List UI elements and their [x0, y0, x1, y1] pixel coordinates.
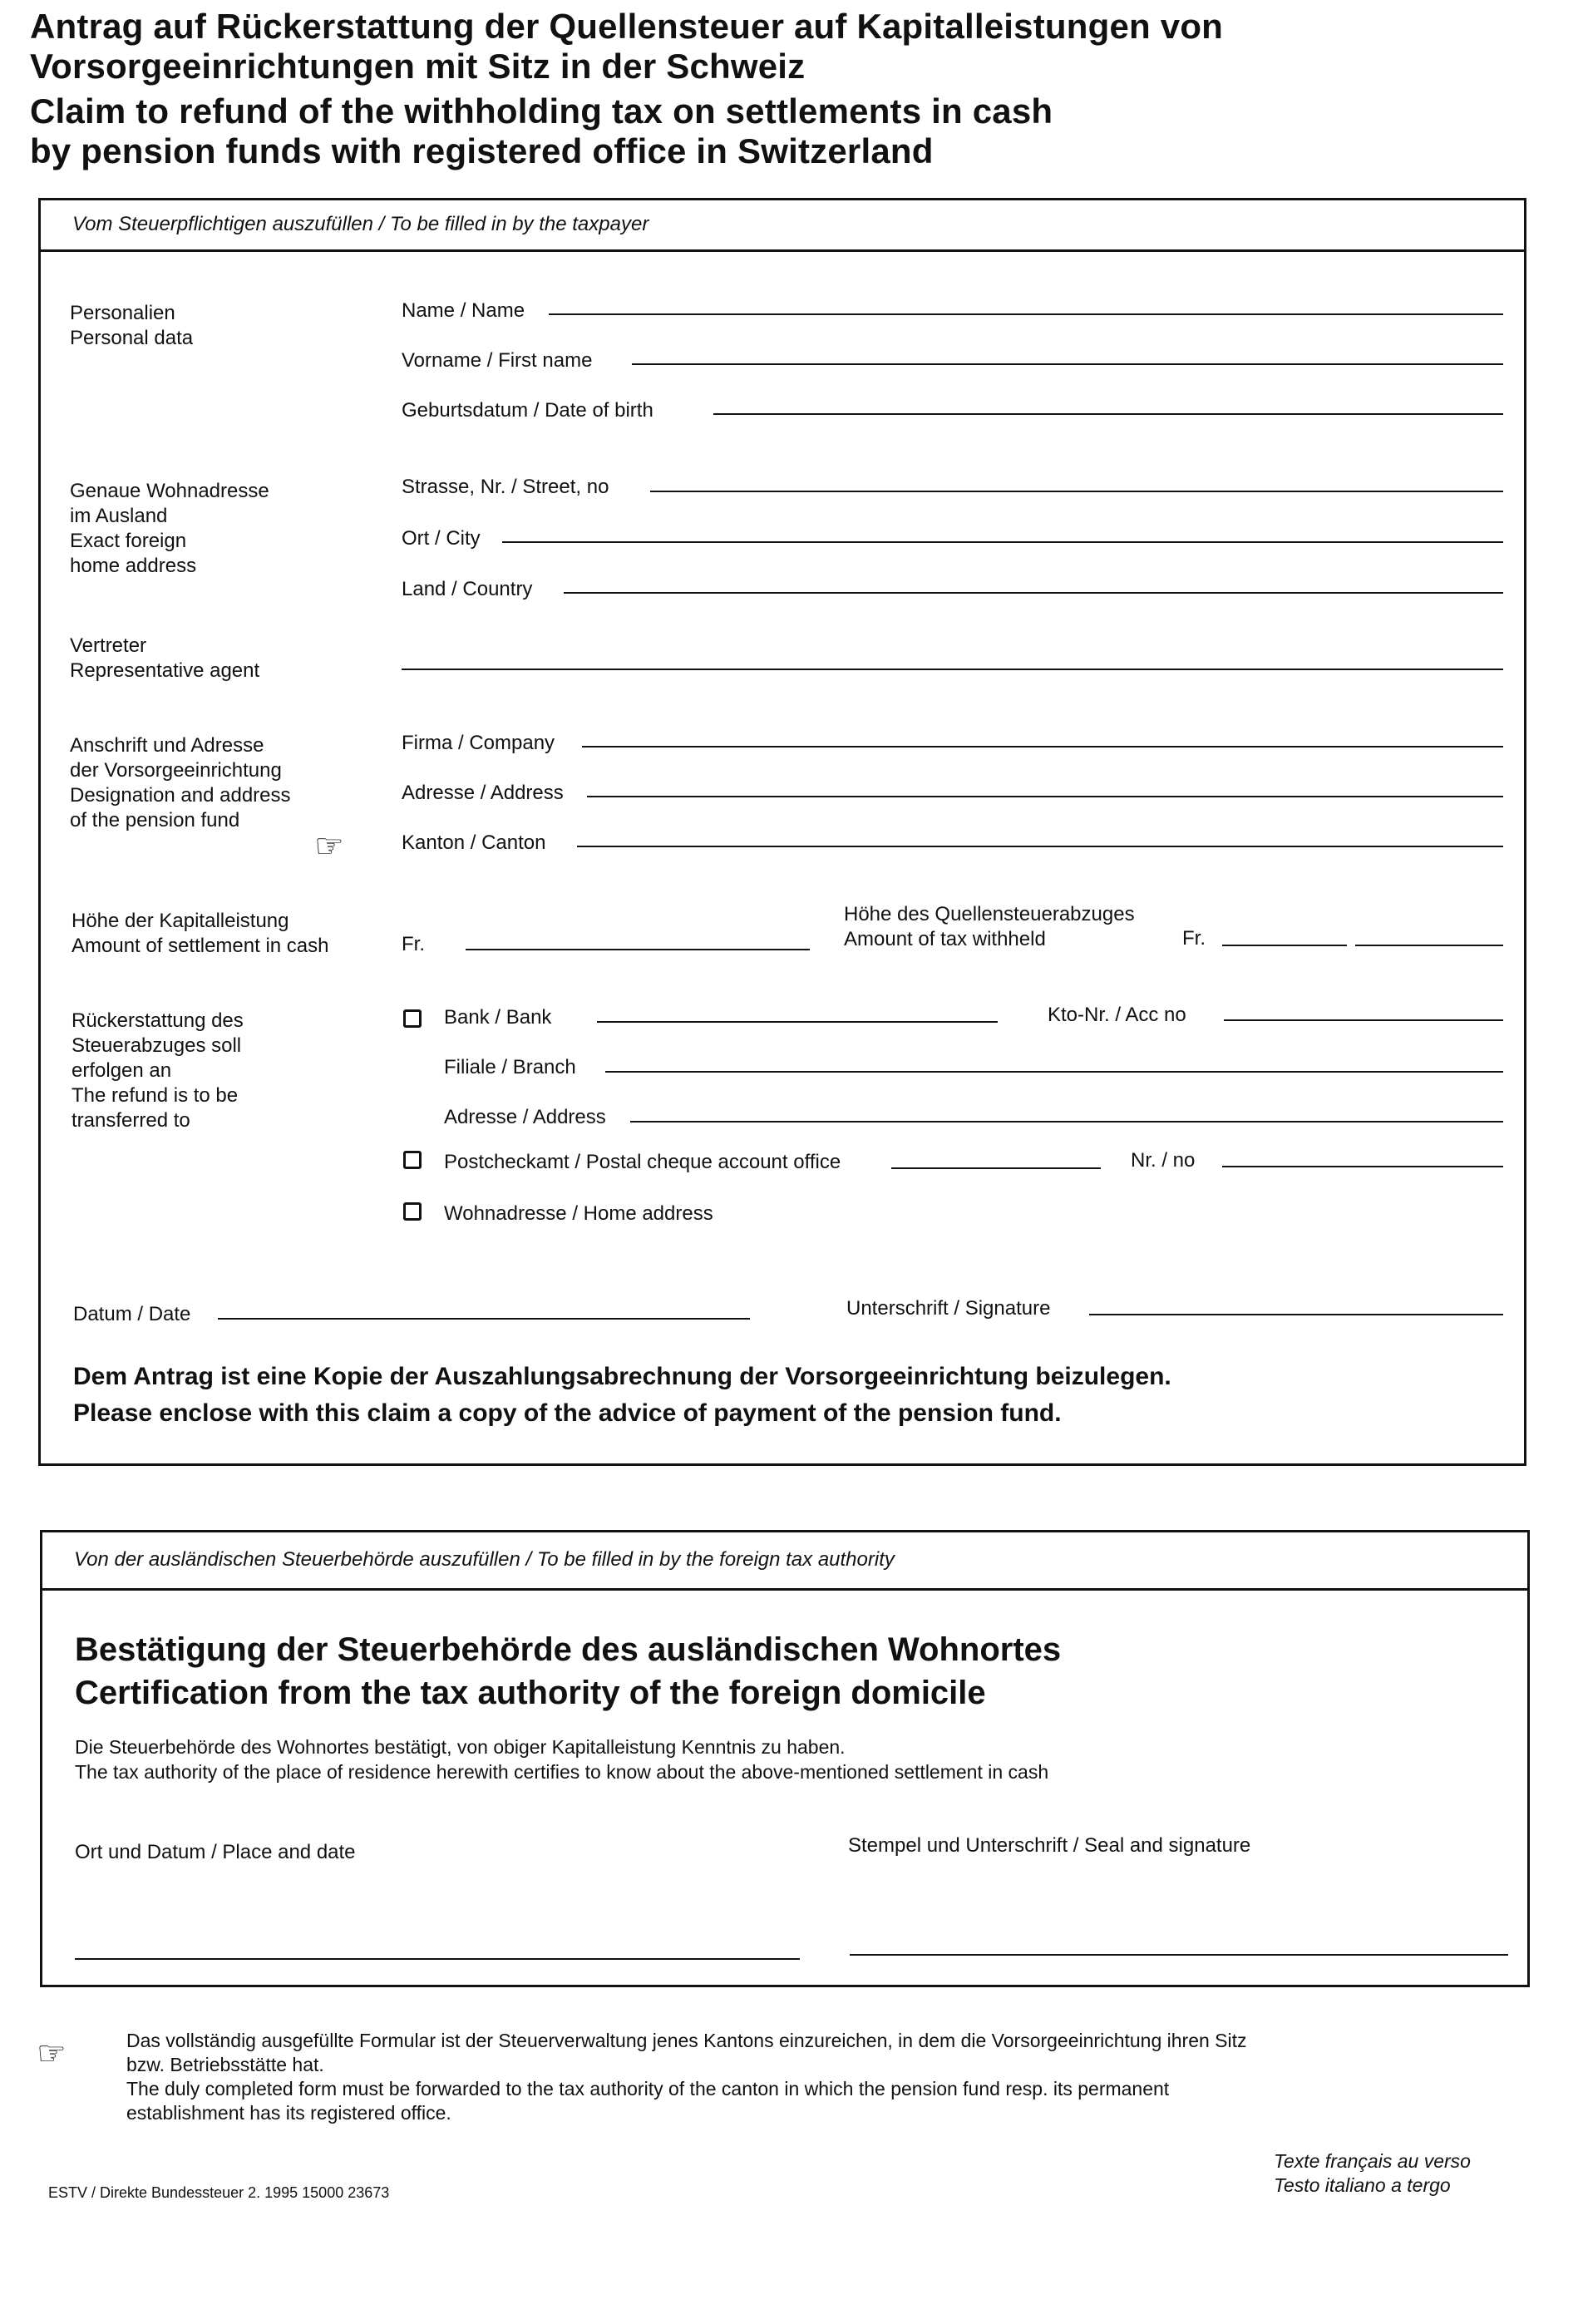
tax-withheld-francs-field[interactable] — [1222, 945, 1347, 946]
refund-label-l3: erfolgen an — [72, 1059, 172, 1082]
tax-label-en: Amount of tax withheld — [844, 928, 1046, 950]
account-field[interactable] — [1224, 1019, 1503, 1021]
city-field[interactable] — [502, 541, 1503, 543]
form-imprint: ESTV / Direkte Bundessteuer 2. 1995 15000 23673 — [48, 2184, 390, 2201]
agent-label — [70, 634, 259, 683]
country-label: Land / Country — [402, 578, 533, 600]
home-address-checkbox[interactable] — [403, 1202, 422, 1221]
address-label-l2: im Ausland — [70, 505, 168, 527]
postal-field[interactable] — [891, 1167, 1101, 1169]
submission-note-en-l2: establishment has its registered office. — [126, 2102, 451, 2124]
footer-pointing-hand-icon: ☞ — [37, 2035, 67, 2072]
bank-label: Bank / Bank — [444, 1006, 552, 1029]
title-en-line2: by pension funds with registered office in Switzerland — [30, 131, 934, 170]
refund-label-l1: Rückerstattung des — [72, 1009, 244, 1032]
company-label: Firma / Company — [402, 732, 555, 754]
signature-field[interactable] — [1089, 1314, 1503, 1315]
postal-no-label: Nr. / no — [1131, 1149, 1196, 1172]
canton-field[interactable] — [577, 846, 1503, 847]
certification-title-de: Bestätigung der Steuerbehörde des ausländischen Wohnortes — [75, 1631, 1062, 1668]
tax-withheld-label — [844, 902, 1135, 952]
address-label-l1: Genaue Wohnadresse — [70, 480, 269, 502]
refund-destination-label — [72, 1009, 244, 1133]
tax-label-de: Höhe des Quellensteuerabzuges — [844, 903, 1135, 925]
name-label: Name / Name — [402, 299, 525, 322]
title-de-line1: Antrag auf Rückerstattung der Quellensteuer auf Kapitalleistungen von — [30, 7, 1224, 46]
enclosure-note-en: Please enclose with this claim a copy of the advice of payment of the pension fund. — [73, 1399, 1062, 1427]
tax-fr-label: Fr. — [1182, 927, 1206, 950]
company-field[interactable] — [582, 746, 1503, 748]
title-de-line2: Vorsorgeeinrichtungen mit Sitz in der Schweiz — [30, 47, 806, 86]
city-label: Ort / City — [402, 527, 481, 550]
settlement-amount-field[interactable] — [466, 949, 810, 950]
branch-field[interactable] — [605, 1071, 1503, 1073]
settlement-amount-label — [72, 909, 329, 959]
personal-label-de: Personalien — [70, 302, 175, 324]
authority-section-header: Von der ausländischen Steuerbehörde auszufüllen / To be filled in by the foreign tax authority — [42, 1532, 1527, 1591]
tax-withheld-cents-field[interactable] — [1355, 945, 1503, 946]
place-date-label: Ort und Datum / Place and date — [75, 1841, 356, 1863]
place-date-field[interactable] — [75, 1958, 800, 1960]
settlement-label-de: Höhe der Kapitalleistung — [72, 910, 289, 932]
street-label: Strasse, Nr. / Street, no — [402, 476, 609, 498]
country-field[interactable] — [564, 592, 1503, 594]
form-title — [30, 7, 1223, 171]
postal-checkbox[interactable] — [403, 1151, 422, 1169]
fund-label-l4: of the pension fund — [70, 809, 240, 831]
seal-signature-label: Stempel und Unterschrift / Seal and signature — [848, 1834, 1251, 1857]
personal-label-en: Personal data — [70, 327, 194, 349]
first-name-label: Vorname / First name — [402, 349, 593, 372]
submission-note-de-l1: Das vollständig ausgefüllte Formular ist der Steuerverwaltung jenes Kantons einzureichen, in dem die Vorsorgeeinrichtung ihren Sitz — [126, 2030, 1247, 2051]
date-field[interactable] — [218, 1318, 750, 1320]
taxpayer-section-header: Vom Steuerpflichtigen auszufüllen / To be filled in by the taxpayer — [41, 200, 1524, 252]
fund-label-l1: Anschrift und Adresse — [70, 734, 264, 757]
street-field[interactable] — [650, 491, 1503, 492]
bank-field[interactable] — [597, 1021, 998, 1023]
fund-label-l2: der Vorsorgeeinrichtung — [70, 759, 282, 782]
enclosure-note — [73, 1359, 1171, 1432]
fund-address-field[interactable] — [587, 796, 1503, 797]
pension-fund-label — [70, 733, 291, 833]
title-en-line1: Claim to refund of the withholding tax on settlements in cash — [30, 91, 1053, 131]
refund-label-l2: Steuerabzuges soll — [72, 1034, 242, 1057]
account-label: Kto-Nr. / Acc no — [1048, 1004, 1186, 1026]
certification-text — [75, 1734, 1048, 1784]
certification-text-en: The tax authority of the place of residence herewith certifies to know about the above-mentioned settlement in cash — [75, 1761, 1049, 1783]
submission-note-en-l1: The duly completed form must be forwarded to the tax authority of the canton in which the pension fund resp. its permanent — [126, 2078, 1170, 2099]
bank-address-field[interactable] — [630, 1121, 1503, 1123]
branch-label: Filiale / Branch — [444, 1056, 576, 1078]
address-label-l4: home address — [70, 555, 197, 577]
french-text-note: Texte français au verso — [1274, 2150, 1471, 2172]
canton-label: Kanton / Canton — [402, 831, 546, 854]
certification-title — [75, 1628, 1061, 1715]
dob-label: Geburtsdatum / Date of birth — [402, 399, 653, 422]
bank-checkbox[interactable] — [403, 1009, 422, 1028]
refund-label-l5: transferred to — [72, 1109, 190, 1132]
refund-label-l4: The refund is to be — [72, 1084, 239, 1107]
submission-note-de-l2: bzw. Betriebsstätte hat. — [126, 2054, 324, 2075]
certification-text-de: Die Steuerbehörde des Wohnortes bestätigt, von obiger Kapitalleistung Kenntnis zu haben. — [75, 1736, 846, 1758]
bank-address-label: Adresse / Address — [444, 1106, 606, 1128]
home-address-label: Wohnadresse / Home address — [444, 1202, 713, 1225]
personal-data-label — [70, 301, 193, 351]
agent-label-en: Representative agent — [70, 659, 260, 682]
submission-note — [126, 2029, 1247, 2125]
first-name-field[interactable] — [632, 363, 1503, 365]
date-label: Datum / Date — [73, 1303, 191, 1325]
address-label — [70, 479, 269, 579]
postal-no-field[interactable] — [1222, 1166, 1503, 1167]
language-note — [1274, 2149, 1471, 2198]
address-label-l3: Exact foreign — [70, 530, 187, 552]
pointing-hand-icon: ☞ — [314, 828, 344, 865]
signature-label: Unterschrift / Signature — [846, 1297, 1051, 1320]
name-field[interactable] — [549, 313, 1503, 315]
postal-label: Postcheckamt / Postal cheque account office — [444, 1151, 841, 1173]
fund-address-label: Adresse / Address — [402, 782, 564, 804]
agent-field[interactable] — [402, 669, 1503, 670]
settlement-label-en: Amount of settlement in cash — [72, 935, 329, 957]
agent-label-de: Vertreter — [70, 634, 147, 657]
italian-text-note: Testo italiano a tergo — [1274, 2174, 1451, 2196]
settlement-fr-label: Fr. — [402, 933, 425, 955]
fund-label-l3: Designation and address — [70, 784, 291, 807]
seal-signature-field[interactable] — [850, 1954, 1508, 1956]
certification-title-en: Certification from the tax authority of the foreign domicile — [75, 1675, 986, 1711]
dob-field[interactable] — [713, 413, 1503, 415]
enclosure-note-de: Dem Antrag ist eine Kopie der Auszahlungsabrechnung der Vorsorgeeinrichtung beizulegen. — [73, 1363, 1171, 1390]
